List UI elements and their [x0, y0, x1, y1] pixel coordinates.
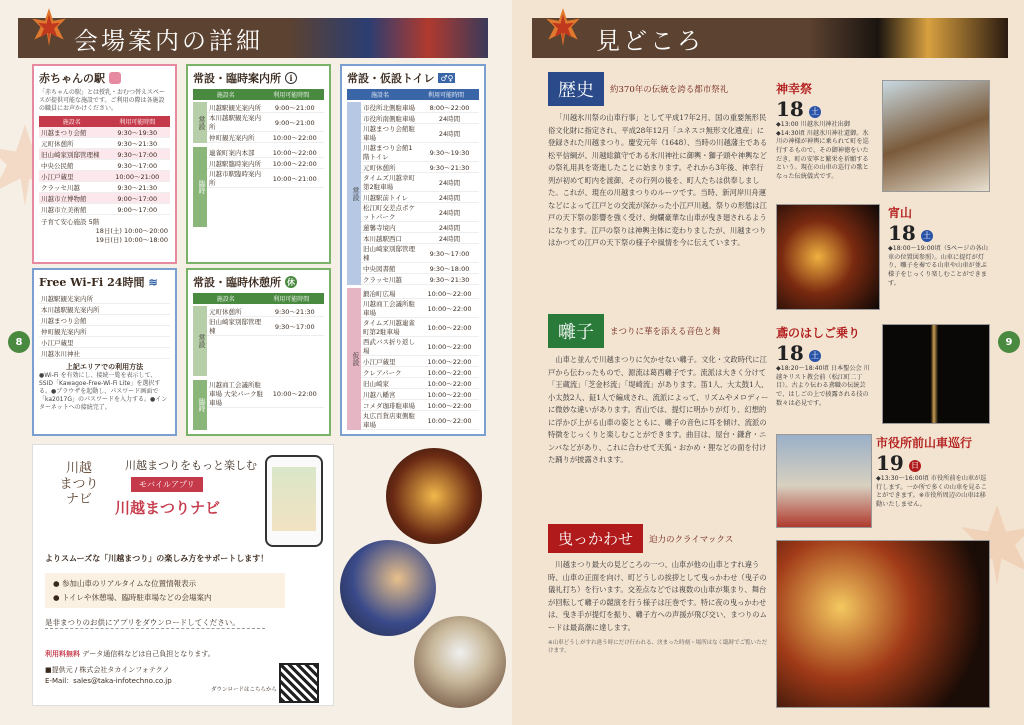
hikkawase-photo — [776, 540, 990, 708]
app-headline: 川越まつりをもっと楽しむ — [125, 459, 257, 472]
maple-leaf-icon — [542, 6, 584, 48]
temp-label: 臨時 — [193, 380, 207, 430]
event-detail: ◆18:20〜18:40頃 日本聖公会 川越キリスト教会前（松江町二丁目）。古より伝わる鳶職の伝統芸で、はしごの上で披露される技の数々は必見です。 — [776, 365, 870, 407]
list-item: 川越駅観光案内所 — [39, 293, 170, 304]
history-tag: 歴史 — [548, 72, 604, 106]
event-detail: ◆18:00〜19:00頃（5ページの各山車の位置図参照）。山車に提灯が灯り、囃子を奏でる山車や山車が並ぶ様子をじっくり楽しむことができます。 — [888, 245, 988, 287]
rest-area-box — [186, 268, 331, 436]
temp-label: 仮設 — [347, 288, 361, 430]
app-promo — [32, 444, 334, 706]
fixed-label: 常設 — [347, 102, 361, 285]
table-header: 施設名 利用可能時間 — [347, 89, 479, 100]
list-item: 川越駅観光案内所 9:00〜21:00 — [207, 102, 324, 113]
list-item: クラッセ川越 9:30〜21:30 — [361, 274, 479, 285]
list-item: 小江戸蔵里 — [39, 337, 170, 348]
event-photo — [882, 80, 990, 192]
app-lead: よりスムーズな「川越まつり」の楽しみ方をサポートします！ — [45, 554, 269, 563]
list-item: 鍛冶町広場 10:00〜22:00 — [361, 288, 479, 299]
info-icon: i — [285, 72, 297, 84]
baby-station-box — [32, 64, 177, 264]
list-item: 川越まつり会館駐車場 24時間 — [361, 124, 479, 143]
hayashi-tag: 囃子 — [548, 314, 604, 348]
toilet-box — [340, 64, 486, 436]
history-subtitle: 約370年の伝統を誇る都市祭礼 — [610, 85, 729, 95]
list-item: 川越駅前トイレ 24時間 — [361, 192, 479, 203]
list-item: 西武バス折り返し場 10:00〜22:00 — [361, 337, 479, 356]
event-shiyakusho — [776, 434, 990, 534]
mask-dancer-photo — [414, 616, 506, 708]
event-shinkousai — [776, 80, 990, 196]
info-temp-list — [207, 147, 324, 227]
list-item: ● トイレや休憩場、臨時駐車場などの会場案内 — [53, 592, 212, 602]
list-item: 市役所南側駐車場 24時間 — [361, 113, 479, 124]
list-item: 川越商工会議所駐車場 10:00〜22:00 — [361, 299, 479, 318]
list-item: 子育て安心施設 5階 18日(土) 10:00〜20:00 19日(日) 10:00〜18:00 — [41, 218, 168, 245]
list-item: クレアパーク 10:00〜22:00 — [361, 367, 479, 378]
list-item: 川越商工会議所駐車場 大栄パーク駐車場 10:00〜22:00 — [207, 380, 324, 408]
list-item: 元町休憩所 9:30〜21:30 — [39, 138, 170, 149]
fee-label: 利用料無料 — [45, 650, 80, 658]
wifi-spot-list — [39, 293, 170, 359]
fixed-label: 常設 — [193, 306, 207, 376]
list-item: 本川越駅観光案内所 — [39, 304, 170, 315]
wifi-hours: 24時間 — [107, 276, 145, 289]
info-fixed-list — [207, 102, 324, 143]
event-dow: 土 — [922, 230, 931, 240]
list-item: 旧山崎家別邸管理棟 9:30〜17:00 — [207, 317, 324, 336]
event-title: 鳶のはしご乗り — [776, 326, 861, 340]
toilet-icon: ♂♀ — [440, 73, 454, 83]
list-item: 川越八幡宮 10:00〜22:00 — [361, 389, 479, 400]
app-logo: 川越 まつり ナビ — [59, 461, 99, 508]
app-features — [45, 573, 285, 608]
event-title: 神幸祭 — [776, 82, 813, 96]
app-name: 川越まつりナビ — [115, 499, 221, 517]
list-item: 小江戸蔵里 10:00〜22:00 — [361, 356, 479, 367]
list-item: 旧山崎家別邸管理棟 9:30〜17:00 — [39, 149, 170, 160]
list-item: 旧山崎家 10:00〜22:00 — [361, 378, 479, 389]
hayashi-subtitle: まつりに華を添える音色と舞 — [610, 327, 721, 337]
event-photo — [776, 434, 872, 528]
baby-station-title: 赤ちゃんの駅 — [39, 72, 105, 85]
list-item: コメダ珈琲駐車場 10:00〜22:00 — [361, 400, 479, 411]
event-day: 19 — [876, 451, 904, 475]
festival-scene-image — [288, 18, 488, 58]
hikkawase-section — [548, 524, 770, 654]
page-title: 見どころ — [596, 26, 704, 55]
event-day: 18 — [776, 97, 804, 121]
baby-station-list — [39, 127, 170, 215]
list-item: 川越まつり会館 9:30〜19:30 — [39, 127, 170, 138]
fee-note: データ通信料などは自己負担となります。 — [82, 650, 215, 658]
list-item: 松江町交差点ポケットパーク 24時間 — [361, 203, 479, 222]
hikkawase-subtitle: 迫力のクライマックス — [649, 534, 734, 545]
hikkawase-note: ※山車どうしがすれ違う時にだけ行われる、決まった時刻・場所はなく臨時でご覧いただけます。 — [548, 640, 768, 655]
app-ribbon: モバイルアプリ — [131, 477, 203, 492]
list-item: 川越まつり会館 — [39, 315, 170, 326]
list-item: タイムズ川越幸町第2駐車場 24時間 — [361, 173, 479, 192]
list-item: 本川越駅西口 24時間 — [361, 233, 479, 244]
table-header: 施設名 利用可能時間 — [39, 116, 170, 127]
provider: ■提供元 / 株式会社タカインフォテクノ — [45, 666, 170, 674]
right-page — [512, 0, 1024, 725]
list-item: 川越まつり会館1階トイレ 9:30〜19:30 — [361, 143, 479, 162]
info-center-title: 常設・臨時案内所 — [193, 72, 281, 85]
list-item: タイムズ川越連雀町第2駐車場 10:00〜22:00 — [361, 318, 479, 337]
list-item: クラッセ川越 9:30〜21:30 — [39, 182, 170, 193]
fixed-label: 常設 — [193, 102, 207, 143]
app-cta: 是非まつりのお供にアプリをダウンロードしてください。 — [45, 617, 265, 629]
list-item: 川越市立美術館 9:00〜17:00 — [39, 204, 170, 215]
list-item: 本川越駅観光案内所 9:00〜21:00 — [207, 113, 324, 132]
event-dow: 土 — [810, 106, 819, 116]
rest-area-title: 常設・臨時休憩所 — [193, 276, 281, 289]
list-item: 中央公民館 9:30〜17:00 — [39, 160, 170, 171]
list-item: 市役所北側駐車場 8:00〜22:00 — [361, 102, 479, 113]
list-item: 川越市駅臨時案内所 10:00〜21:00 — [207, 169, 324, 188]
event-title: 宵山 — [888, 206, 913, 220]
phone-mockup — [265, 455, 323, 547]
list-item: 仲町観光案内所 — [39, 326, 170, 337]
event-hashigo — [776, 324, 990, 428]
list-item: 丸広百貨店東側駐車場 10:00〜22:00 — [361, 411, 479, 430]
hayashi-body: 山車と並んで川越まつりに欠かせない囃子。文化・文政時代に江戸から伝わったもので、源流は葛西囃子です。流派は大きく分けて「王蔵流」「芝金杉流」「堤崎流」があります。笛1人、大太鼓1人、小太鼓2人、鉦1人で編成され、流派によって、リズムやメロディーに微妙な違いがあります。宵山では、提灯に明かりが灯り、幻想的に浮かび上がる山車の姿とともに、囃子の音色に耳を傾け、流派の特徴をじっくりと楽しむことができます。曲目は、屋台・鎌倉・ニンバなどがあり、これに合わせて天狐・おかめ・狸などの面を付けた踊りが披露されます。 — [548, 355, 769, 465]
list-item: 川越駅臨時案内所 10:00〜22:00 — [207, 158, 324, 169]
table-header: 施設名 利用可能時間 — [193, 89, 324, 100]
event-day: 18 — [888, 221, 916, 245]
qr-code[interactable] — [279, 663, 319, 703]
event-title: 市役所前山車巡行 — [876, 436, 973, 450]
lantern-scene-image — [808, 18, 1008, 58]
event-yoiyama — [776, 204, 990, 320]
list-item: 川越市立博物館 9:00〜17:00 — [39, 193, 170, 204]
event-photo — [776, 204, 880, 310]
info-center-box — [186, 64, 331, 264]
list-item: 元町休憩所 9:30〜21:30 — [361, 162, 479, 173]
page-title: 会場案内の詳細 — [74, 26, 263, 55]
hikkawase-body: 川越まつり最大の見どころの一つ、山車が他の山車とすれ違う時、山車の正面を向け、町どうしの挨拶として曳っかわせ（曳子の儀礼打ち）を行います。交差点などでは複数の山車が集まり、舞台が回転して囃子の競演を行う様子は圧巻です。特に夜の曳っかわせは、曳き手が提灯を振り、囃子方への声援が飛び交い、まつりのムードは最高潮に達します。 — [548, 560, 767, 632]
bottle-icon — [109, 72, 121, 84]
float-photo — [386, 448, 482, 544]
event-detail: ◆13:30〜16:00頃 市役所前を山車が巡行します。一か所で多くの山車を見ることができます。※市役所周辺の山車は移動いたしません。 — [876, 475, 987, 509]
float-photo — [340, 540, 436, 636]
list-item: 中央図書館 9:30〜18:00 — [361, 263, 479, 274]
event-day: 18 — [776, 341, 804, 365]
hayashi-section — [548, 314, 770, 467]
hikkawase-tag: 曳っかわせ — [548, 524, 643, 553]
event-dow: 日 — [910, 460, 919, 470]
list-item: 小江戸蔵里 10:00〜21:00 — [39, 171, 170, 182]
history-section — [548, 72, 770, 250]
rest-temp-list — [207, 380, 324, 430]
temp-label: 臨時 — [193, 147, 207, 227]
section-header — [532, 18, 1008, 58]
baby-station-desc: 「赤ちゃんの駅」とは授乳・おむつ替えスペースが提供可能な施設です。ご利用の際は各施設の職員にお声かけください。 — [39, 89, 166, 113]
list-item: 蓮馨寺境内 24時間 — [361, 222, 479, 233]
email-link[interactable]: E-Mail：sales@taka-infotechno.co.jp — [45, 676, 172, 685]
toilet-fixed-list — [361, 102, 479, 285]
rest-fixed-list — [207, 306, 324, 376]
list-item: 旧山崎家別邸管理棟 9:30〜17:00 — [361, 244, 479, 263]
page-number: 8 — [8, 331, 30, 353]
page-number: 9 — [998, 331, 1020, 353]
list-item: 元町休憩所 9:30〜21:30 — [207, 306, 324, 317]
wifi-box — [32, 268, 177, 436]
download-label: ダウンロードはこちらから — [211, 687, 278, 693]
wifi-title: Free Wi-Fi — [39, 275, 104, 289]
list-item: 川越氷川神社 — [39, 348, 170, 359]
section-header — [18, 18, 488, 58]
maple-leaf-icon — [28, 6, 70, 48]
table-header: 施設名 利用可能時間 — [193, 293, 324, 304]
wifi-icon: ≋ — [148, 275, 158, 289]
toilet-title: 常設・仮設トイレ — [347, 72, 435, 85]
wifi-method-title: 上記エリアでの利用方法 — [65, 363, 144, 371]
list-item: 仲町観光案内所 10:00〜22:00 — [207, 132, 324, 143]
event-photo — [882, 324, 990, 424]
event-dow: 土 — [810, 350, 819, 360]
list-item: ● 参加山車のリアルタイムな位置情報表示 — [53, 579, 197, 588]
toilet-temp-list — [361, 288, 479, 430]
wifi-method: ●Wi-Fi を有効にし、接続一覧を表示して、SSID「Kawagoe-Free-Wi-Fi Lite」を選択する。●ブラウザを起動し、パスワード画面で「ka2017G」のパスワードを入力する。●インターネットへの接続完了。 — [39, 372, 168, 412]
rest-icon: 休 — [287, 276, 295, 287]
history-body: 「川越氷川祭の山車行事」として平成17年2月、国の重要無形民俗文化財に指定され、平成28年12月「ユネスコ無形文化遺産」に登録された川越まつり。慶安元年（1648）、当時の川越藩主である松平信綱が、川越総鎮守である氷川神社に御輿・獅子頭や神輿などの祭礼用具を寄進したことに始まります。それから3年後、神幸行列が初めて町内を渡御、その行列の後を、町人たちは供奉しました。これが、現在の川越まつりのルーツです。当時、新河岸川舟運などによって江戸との交流が深かった小江戸川越。祭りの形態は江戸の天下祭の影響を強く受け、絢爛豪華な山車が曳き廻されるようになります。江戸の祭りは神輿主体に変わりましたが、川越まつりはかつての江戸の天下祭の様子や風情を今に伝えています。 — [548, 113, 768, 248]
list-item: 連雀町案内本部 10:00〜22:00 — [207, 147, 324, 158]
event-detail: ◆13:00 川越氷川神社出御 ◆14:30頃 川越氷川神社還御。氷川の神様が神輿に乗られて町を巡行するもので、その御神徳をいただき、町の安寧と繁栄を祈願するという。現在の山車の巡行の歌となった伝統儀式です。 — [776, 121, 869, 181]
